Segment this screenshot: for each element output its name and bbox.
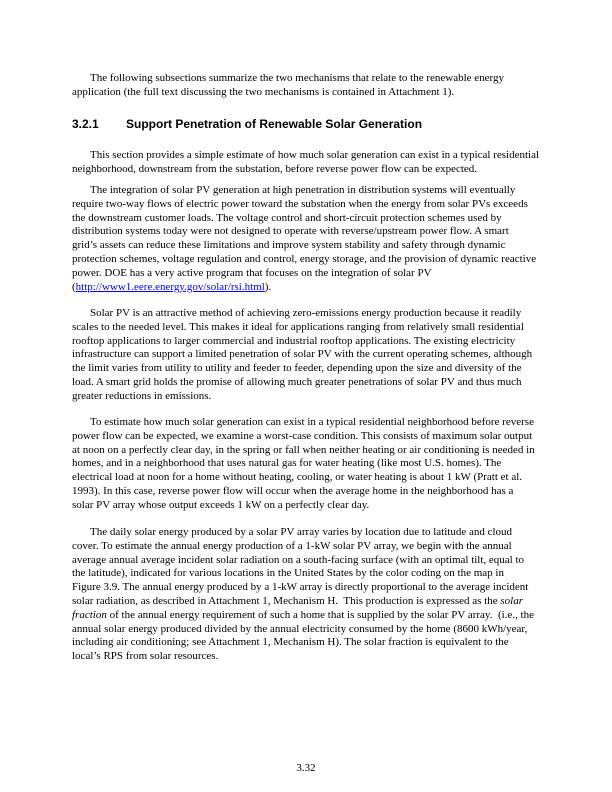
- text-line: the latitude), indicated for various locations in the United States by the color coding on the map in: [72, 567, 504, 580]
- text-line: application (the full text discussing the two mechanisms is contained in Attachment 1).: [72, 85, 455, 98]
- intro-paragraph: [72, 72, 504, 100]
- text-line: homes, and in a neighborhood that uses natural gas for water heating (like most U.S. homes). The: [72, 457, 502, 470]
- section-title: Support Penetration of Renewable Solar Generation: [126, 117, 423, 131]
- text-line: distribution systems today were not designed to operate with reverse/upstream power flow. A smart: [72, 225, 509, 238]
- section-number: 3.2.1: [72, 117, 99, 131]
- text-line: scales to the needed level. This makes it ideal for applications ranging from relatively small residential: [72, 320, 524, 333]
- paragraph-integration: [72, 184, 536, 294]
- text-line: cover. To estimate the annual energy production of a 1-kW solar PV array, we begin with the annual: [72, 539, 512, 552]
- paragraph-section-intro: [72, 149, 539, 177]
- paragraph-worst-case: [72, 416, 535, 513]
- text-line: The integration of solar PV generation at high penetration in distribution systems will eventually: [90, 184, 516, 196]
- italic-term: fraction: [72, 608, 107, 621]
- text-line: the downstream customer loads. The voltage control and short-circuit protection schemes used by: [72, 211, 502, 224]
- text-line: local’s RPS from solar resources.: [72, 650, 219, 663]
- section-heading: [72, 117, 422, 131]
- text-line: power. DOE has a very active program that focuses on the integration of solar PV: [72, 266, 432, 279]
- text-line: Solar PV is an attractive method of achieving zero-emissions energy production because it readily: [90, 307, 522, 319]
- text-line: require two-way flows of electric power toward the substation when the energy from solar PVs exceeds: [72, 197, 528, 210]
- text-line: The daily solar energy produced by a solar PV array varies by location due to latitude and cloud: [90, 526, 513, 538]
- text-line: load. A smart grid holds the promise of allowing much greater penetrations of solar PV and thus much: [72, 375, 522, 388]
- text-line: [72, 609, 534, 623]
- text-line: average annual average incident solar radiation on a south-facing surface (with an optimal tilt, equal to: [72, 553, 525, 566]
- text-line: at noon on a perfectly clear day, in the spring or fall when neither heating or air conditioning is needed in: [72, 443, 535, 456]
- paragraph-daily-energy: [72, 526, 534, 664]
- text-line: 1993). In this case, reverse power flow will occur when the average home in the neighborhood has a: [72, 484, 514, 497]
- text-line: infrastructure can support a limited penetration of solar PV with the current operating schemes, although: [72, 348, 533, 361]
- text-line: Figure 3.9. The annual energy produced by a 1-kW array is directly proportional to the average incident: [72, 581, 529, 594]
- text-line: grid’s assets can reduce these limitations and improve system stability and safety through dynamic: [72, 239, 506, 252]
- text-line: including air conditioning; see Attachment 1, Mechanism H). The solar fraction is equivalent to the: [72, 636, 509, 649]
- text-line: electrical load at noon for a home without heating, cooling, or water heating is about 1 kW (Pratt et al.: [72, 471, 523, 484]
- text-line: rooftop applications to larger commercial and industrial rooftop applications. The existing electricity: [72, 334, 516, 347]
- text-segment: of the annual energy requirement of such a home that is supplied by the solar PV array. (i.e., the: [106, 608, 534, 621]
- text-line: [72, 595, 534, 609]
- text-segment: solar radiation, as described in Attachment 1, Mechanism H. This production is expressed as the: [72, 594, 501, 607]
- text-line: neighborhood, downstream from the substation, before reverse power flow can be expected.: [72, 162, 478, 175]
- paren: ).: [264, 280, 272, 293]
- italic-term: solar: [500, 594, 524, 607]
- paren: (: [72, 280, 76, 293]
- text-line: power flow can be expected, we examine a worst-case condition. This consists of maximum solar output: [72, 429, 533, 442]
- paragraph-solar-pv: [72, 307, 532, 404]
- page-number: 3.32: [296, 762, 316, 774]
- text-line: This section provides a simple estimate of how much solar generation can exist in a typical residential: [90, 149, 540, 161]
- text-line: [72, 281, 536, 295]
- text-line: protection schemes, voltage regulation and control, energy storage, and the provision of dynamic reactive: [72, 252, 537, 265]
- doe-solar-link[interactable]: http://www1.eere.energy.gov/solar/rsi.html: [75, 280, 265, 293]
- text-line: The following subsections summarize the two mechanisms that relate to the renewable energy: [90, 72, 505, 84]
- text-line: solar PV array whose output exceeds 1 kW on a perfectly clear day.: [72, 498, 370, 511]
- text-line: annual solar energy produced divided by the annual electricity consumed by the home (8600 kWh/year,: [72, 622, 528, 635]
- text-line: To estimate how much solar generation can exist in a typical residential neighborhood before reverse: [90, 416, 534, 428]
- text-line: greater reductions in emissions.: [72, 389, 212, 402]
- text-line: the limit varies from utility to utility and feeder to feeder, depending upon the size and diversity of the: [72, 362, 522, 375]
